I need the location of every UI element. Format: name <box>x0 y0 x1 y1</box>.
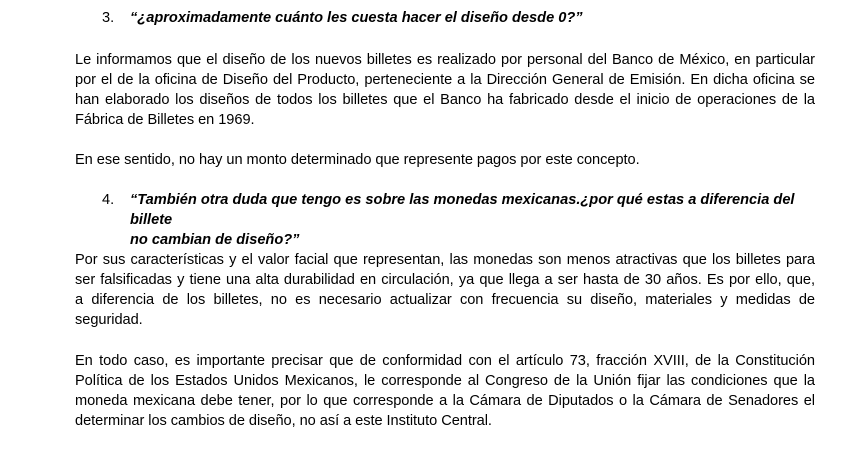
paragraph-line: determinar los cambios de diseño, no así a este Instituto Central. <box>75 413 492 429</box>
paragraph-line: En ese sentido, no hay un monto determinado que represente pagos por este concepto. <box>75 152 640 168</box>
answer-3-paragraph-2 <box>75 150 815 170</box>
paragraph-line: En todo caso, es importante precisar que de conformidad con el artículo 73, fracción XVIII, de la Constitución <box>75 353 815 369</box>
answer-4-paragraph-2 <box>75 351 815 431</box>
answer-3-paragraph-1 <box>75 50 815 130</box>
question-3-number: 3. <box>102 10 115 26</box>
paragraph-line: moneda mexicana debe tener, por lo que corresponde a la Cámara de Diputados o la Cámara de Senadores el <box>75 393 815 409</box>
answer-4-paragraph-1 <box>75 250 815 330</box>
question-4 <box>75 190 815 250</box>
paragraph-line: Le informamos que el diseño de los nuevos billetes es realizado por personal del Banco de México, en particular <box>75 52 815 68</box>
paragraph-line: seguridad. <box>75 312 143 328</box>
paragraph-line: han elaborado los diseños de todos los billetes que el Banco ha fabricado desde el inicio de operaciones de la <box>75 92 815 108</box>
paragraph-line: Por sus características y el valor facial que representan, las monedas son menos atractivas que los billetes para <box>75 252 815 268</box>
paragraph-line: ser falsificadas y tiene una alta durabilidad en circulación, ya que llega a ser hasta de 30 años. Es por ello, que, <box>75 272 815 288</box>
paragraph-line: por el de la oficina de Diseño del Producto, perteneciente a la Dirección General de Emisión. En dicha oficina se <box>75 72 815 88</box>
paragraph-line: Política de los Estados Unidos Mexicanos, le corresponde al Congreso de la Unión fijar las condiciones que la <box>75 373 815 389</box>
question-4-line: no cambian de diseño?” <box>130 232 300 248</box>
question-3-text: “¿aproximadamente cuánto les cuesta hacer el diseño desde 0?” <box>130 10 583 26</box>
question-4-number: 4. <box>102 192 115 208</box>
paragraph-line: a diferencia de los billetes, no es necesario actualizar con frecuencia su diseño, materiales y medidas de <box>75 292 815 308</box>
question-4-text <box>130 190 815 250</box>
question-3 <box>75 8 815 28</box>
question-4-line: “También otra duda que tengo es sobre las monedas mexicanas.¿por qué estas a diferencia del billete <box>130 192 795 228</box>
paragraph-line: Fábrica de Billetes en 1969. <box>75 112 255 128</box>
